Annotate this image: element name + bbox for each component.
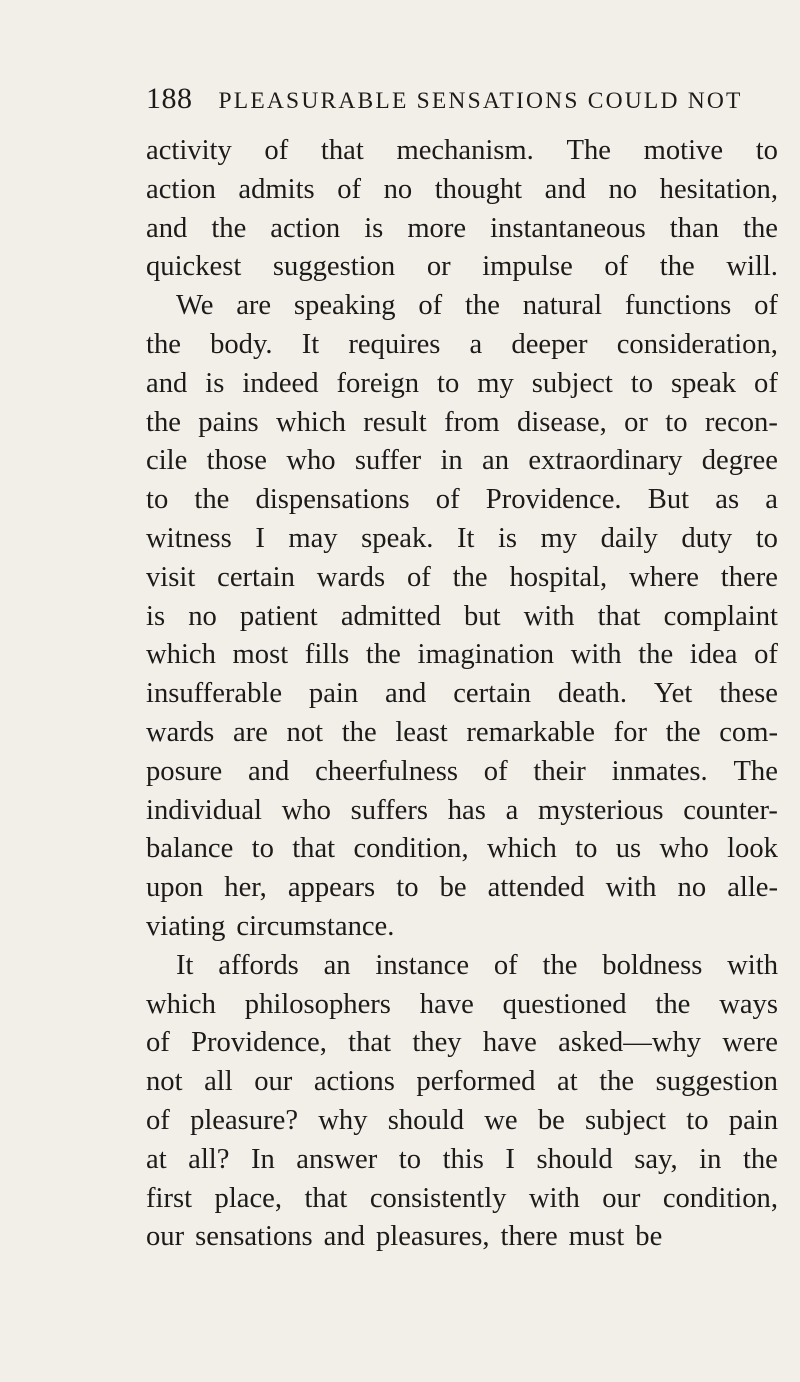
word: of: [435, 484, 460, 516]
word: at: [557, 1066, 578, 1098]
word: of: [146, 1027, 170, 1059]
text-line: [146, 132, 778, 171]
word: of: [483, 755, 508, 787]
word: requires: [348, 328, 441, 360]
word: cile: [146, 445, 188, 477]
word: or: [624, 406, 648, 438]
word: of: [754, 290, 778, 322]
word: indeed: [242, 367, 319, 399]
word: I: [505, 1143, 515, 1175]
word: in: [440, 445, 463, 477]
word: speak: [670, 367, 737, 399]
word: dispensations: [255, 484, 410, 516]
word: pleasures,: [375, 1221, 490, 1253]
word: all?: [188, 1143, 230, 1175]
word: the: [743, 212, 778, 244]
word: Providence.: [485, 484, 622, 516]
word: but: [463, 600, 501, 632]
word: is: [364, 212, 384, 244]
word: recon-: [704, 406, 778, 438]
word: extraordinary: [528, 445, 683, 477]
word: instance: [375, 949, 470, 981]
word: patient: [239, 600, 318, 632]
word: to: [437, 367, 460, 399]
page-number: 188: [146, 82, 193, 115]
word: questioned: [502, 988, 627, 1020]
word: But: [647, 484, 690, 516]
word: impulse: [482, 251, 573, 283]
word: more: [407, 212, 467, 244]
word: who: [281, 794, 331, 826]
word: duty: [681, 522, 733, 554]
word: not: [286, 716, 324, 748]
word: not: [146, 1066, 183, 1098]
word: result: [363, 406, 427, 438]
word: idea: [689, 639, 738, 671]
word: of: [406, 561, 431, 593]
word: were: [722, 1027, 778, 1059]
word: there: [720, 561, 778, 593]
word: mysterious: [538, 794, 664, 826]
word: I: [255, 522, 265, 554]
word: most: [232, 639, 289, 671]
word: subject: [585, 1104, 667, 1136]
word: viating: [146, 910, 226, 942]
word: remarkable: [466, 716, 595, 748]
word: of: [264, 135, 289, 166]
word: certain: [217, 561, 295, 593]
word: are: [236, 290, 272, 322]
word: the: [665, 716, 701, 748]
word: the: [464, 290, 500, 322]
word: counter-: [683, 794, 778, 826]
text-line: [146, 442, 778, 481]
word: be: [537, 1104, 565, 1136]
word: as: [715, 484, 740, 516]
word: of: [754, 367, 778, 399]
word: answer: [296, 1143, 378, 1175]
word: body.: [210, 328, 273, 360]
text-line: [146, 1024, 778, 1063]
word: The: [733, 755, 778, 787]
word: their: [533, 755, 586, 787]
word: philosophers: [244, 988, 391, 1020]
body-text: [146, 132, 778, 1257]
text-line: [146, 520, 778, 559]
word: It: [176, 949, 194, 981]
word: of: [754, 639, 778, 671]
word: an: [323, 949, 351, 981]
text-line: [146, 947, 778, 986]
word: this: [442, 1143, 484, 1175]
word: will.: [726, 251, 778, 283]
word: no: [677, 872, 707, 904]
word: who: [286, 445, 336, 477]
word: In: [250, 1143, 275, 1175]
word: thought: [434, 173, 523, 205]
word: the: [599, 1066, 635, 1098]
word: visit: [146, 561, 196, 593]
word: It: [456, 522, 475, 554]
word: is: [205, 367, 225, 399]
word: and: [146, 212, 188, 244]
word: speak.: [361, 522, 434, 554]
text-line: [146, 1218, 778, 1257]
word: cheerfulness: [315, 755, 458, 787]
word: or: [426, 251, 451, 283]
word: imagination: [417, 639, 555, 671]
word: deeper: [511, 328, 588, 360]
text-line: [146, 1102, 778, 1141]
word: of: [604, 251, 629, 283]
text-line: [146, 636, 778, 675]
word: ways: [719, 988, 778, 1020]
word: the: [211, 212, 247, 244]
word: sensations: [195, 1221, 313, 1253]
word: individual: [146, 794, 262, 826]
word: the: [659, 251, 695, 283]
word: The: [566, 135, 611, 166]
word: be: [635, 1221, 663, 1253]
text-line: [146, 1063, 778, 1102]
word: motive: [643, 135, 724, 166]
word: with: [570, 639, 622, 671]
word: who: [659, 833, 709, 865]
word: speaking: [293, 290, 396, 322]
word: We: [176, 290, 214, 322]
text-line: [146, 248, 778, 287]
word: suffer: [354, 445, 422, 477]
text-line: [146, 1180, 778, 1219]
word: that: [320, 135, 364, 166]
word: certain: [453, 678, 532, 710]
word: It: [301, 328, 320, 360]
text-line: [146, 287, 778, 326]
word: to: [755, 135, 778, 166]
word: action: [146, 173, 216, 205]
word: why: [318, 1104, 368, 1136]
word: to: [755, 522, 778, 554]
text-line: [146, 559, 778, 598]
word: admits: [238, 173, 315, 205]
word: hospital,: [509, 561, 608, 593]
word: wards: [316, 561, 386, 593]
text-line: [146, 404, 778, 443]
word: us: [615, 833, 642, 865]
word: of: [146, 1104, 170, 1136]
word: with: [528, 1182, 580, 1214]
word: for: [613, 716, 647, 748]
word: com-: [719, 716, 778, 748]
text-line: [146, 986, 778, 1025]
text-line: [146, 326, 778, 365]
word: no: [383, 173, 413, 205]
text-line: [146, 908, 778, 947]
text-line: [146, 869, 778, 908]
word: asked—why: [558, 1027, 702, 1059]
word: wards: [146, 716, 215, 748]
word: all: [204, 1066, 233, 1098]
word: that: [348, 1027, 392, 1059]
word: our: [602, 1182, 641, 1214]
word: look: [727, 833, 778, 865]
word: the: [638, 639, 674, 671]
word: pleasure?: [190, 1104, 299, 1136]
word: admitted: [340, 600, 441, 632]
word: upon: [146, 872, 204, 904]
word: Providence,: [191, 1027, 327, 1059]
word: of: [418, 290, 443, 322]
word: to: [575, 833, 598, 865]
word: insufferable: [146, 678, 283, 710]
word: should: [536, 1143, 613, 1175]
word: and: [248, 755, 290, 787]
word: complaint: [663, 600, 778, 632]
word: pain: [728, 1104, 778, 1136]
text-line: [146, 598, 778, 637]
word: pains: [198, 406, 259, 438]
word: the: [194, 484, 230, 516]
text-line: [146, 1141, 778, 1180]
word: the: [146, 406, 181, 438]
word: the: [542, 949, 578, 981]
word: foreign: [336, 367, 420, 399]
word: circumstance.: [236, 910, 395, 942]
word: in: [699, 1143, 722, 1175]
word: an: [482, 445, 510, 477]
word: our: [146, 1221, 185, 1253]
word: which: [146, 988, 216, 1020]
word: my: [477, 367, 514, 399]
word: and: [544, 173, 586, 205]
word: have: [482, 1027, 537, 1059]
word: alle-: [727, 872, 778, 904]
word: performed: [416, 1066, 536, 1098]
word: and: [385, 678, 427, 710]
word: and: [323, 1221, 365, 1253]
word: subject: [531, 367, 613, 399]
word: a: [469, 328, 483, 360]
text-line: [146, 171, 778, 210]
word: witness: [146, 522, 232, 554]
word: appears: [287, 872, 376, 904]
text-line: [146, 365, 778, 404]
word: of: [493, 949, 518, 981]
word: consideration,: [616, 328, 778, 360]
word: from: [444, 406, 500, 438]
word: the: [341, 716, 377, 748]
word: to: [630, 367, 653, 399]
word: condition,: [353, 833, 469, 865]
text-line: [146, 481, 778, 520]
word: our: [254, 1066, 293, 1098]
word: with: [523, 600, 575, 632]
word: suffers: [350, 794, 428, 826]
word: are: [232, 716, 268, 748]
word: at: [146, 1143, 167, 1175]
word: to: [396, 872, 419, 904]
word: than: [669, 212, 720, 244]
word: the: [655, 988, 691, 1020]
word: degree: [701, 445, 778, 477]
word: to: [251, 833, 274, 865]
word: those: [206, 445, 267, 477]
word: least: [395, 716, 448, 748]
word: my: [540, 522, 578, 554]
word: is: [497, 522, 518, 554]
text-line: [146, 830, 778, 869]
text-line: [146, 792, 778, 831]
word: instantaneous: [490, 212, 646, 244]
word: we: [484, 1104, 518, 1136]
word: condition,: [662, 1182, 778, 1214]
word: has: [447, 794, 486, 826]
word: hesitation,: [659, 173, 778, 205]
word: activity: [146, 135, 232, 166]
word: pain: [308, 678, 359, 710]
running-title: PLEASURABLE SENSATIONS COULD NOT: [218, 88, 743, 114]
word: posure: [146, 755, 223, 787]
word: consistently: [369, 1182, 507, 1214]
word: mechanism.: [396, 135, 534, 166]
word: where: [629, 561, 699, 593]
word: place,: [214, 1182, 282, 1214]
word: quickest: [146, 251, 242, 283]
word: no: [608, 173, 638, 205]
word: of: [337, 173, 362, 205]
word: that: [292, 833, 336, 865]
word: to: [686, 1104, 709, 1136]
word: daily: [600, 522, 658, 554]
word: death.: [557, 678, 627, 710]
word: with: [727, 949, 778, 981]
word: must: [568, 1221, 625, 1253]
word: have: [419, 988, 474, 1020]
word: that: [597, 600, 641, 632]
word: the: [742, 1143, 778, 1175]
word: which: [486, 833, 557, 865]
word: balance: [146, 833, 234, 865]
text-line: [146, 714, 778, 753]
word: they: [412, 1027, 462, 1059]
word: be: [439, 872, 467, 904]
word: should: [387, 1104, 464, 1136]
word: actions: [313, 1066, 395, 1098]
word: may: [288, 522, 338, 554]
word: to: [398, 1143, 422, 1175]
word: the: [365, 639, 401, 671]
running-head: [146, 82, 743, 122]
text-line: [146, 753, 778, 792]
word: that: [304, 1182, 348, 1214]
word: first: [146, 1182, 193, 1214]
word: suggestion: [272, 251, 396, 283]
word: attended: [487, 872, 585, 904]
word: is: [146, 600, 166, 632]
word: which: [146, 639, 216, 671]
word: suggestion: [655, 1066, 778, 1098]
word: functions: [624, 290, 732, 322]
text-line: [146, 210, 778, 249]
word: affords: [218, 949, 299, 981]
word: there: [500, 1221, 558, 1253]
word: no: [188, 600, 217, 632]
word: action: [270, 212, 341, 244]
word: disease,: [517, 406, 607, 438]
word: fills: [304, 639, 350, 671]
word: the: [452, 561, 488, 593]
word: with: [605, 872, 657, 904]
word: her,: [224, 872, 267, 904]
word: Yet: [653, 678, 693, 710]
word: to: [146, 484, 169, 516]
word: and: [146, 367, 188, 399]
word: to: [665, 406, 688, 438]
word: natural: [522, 290, 603, 322]
text-line: [146, 675, 778, 714]
word: a: [765, 484, 778, 516]
word: the: [146, 328, 181, 360]
word: which: [275, 406, 346, 438]
word: a: [505, 794, 519, 826]
word: these: [719, 678, 778, 710]
word: inmates.: [611, 755, 708, 787]
word: say,: [634, 1143, 678, 1175]
word: boldness: [602, 949, 703, 981]
